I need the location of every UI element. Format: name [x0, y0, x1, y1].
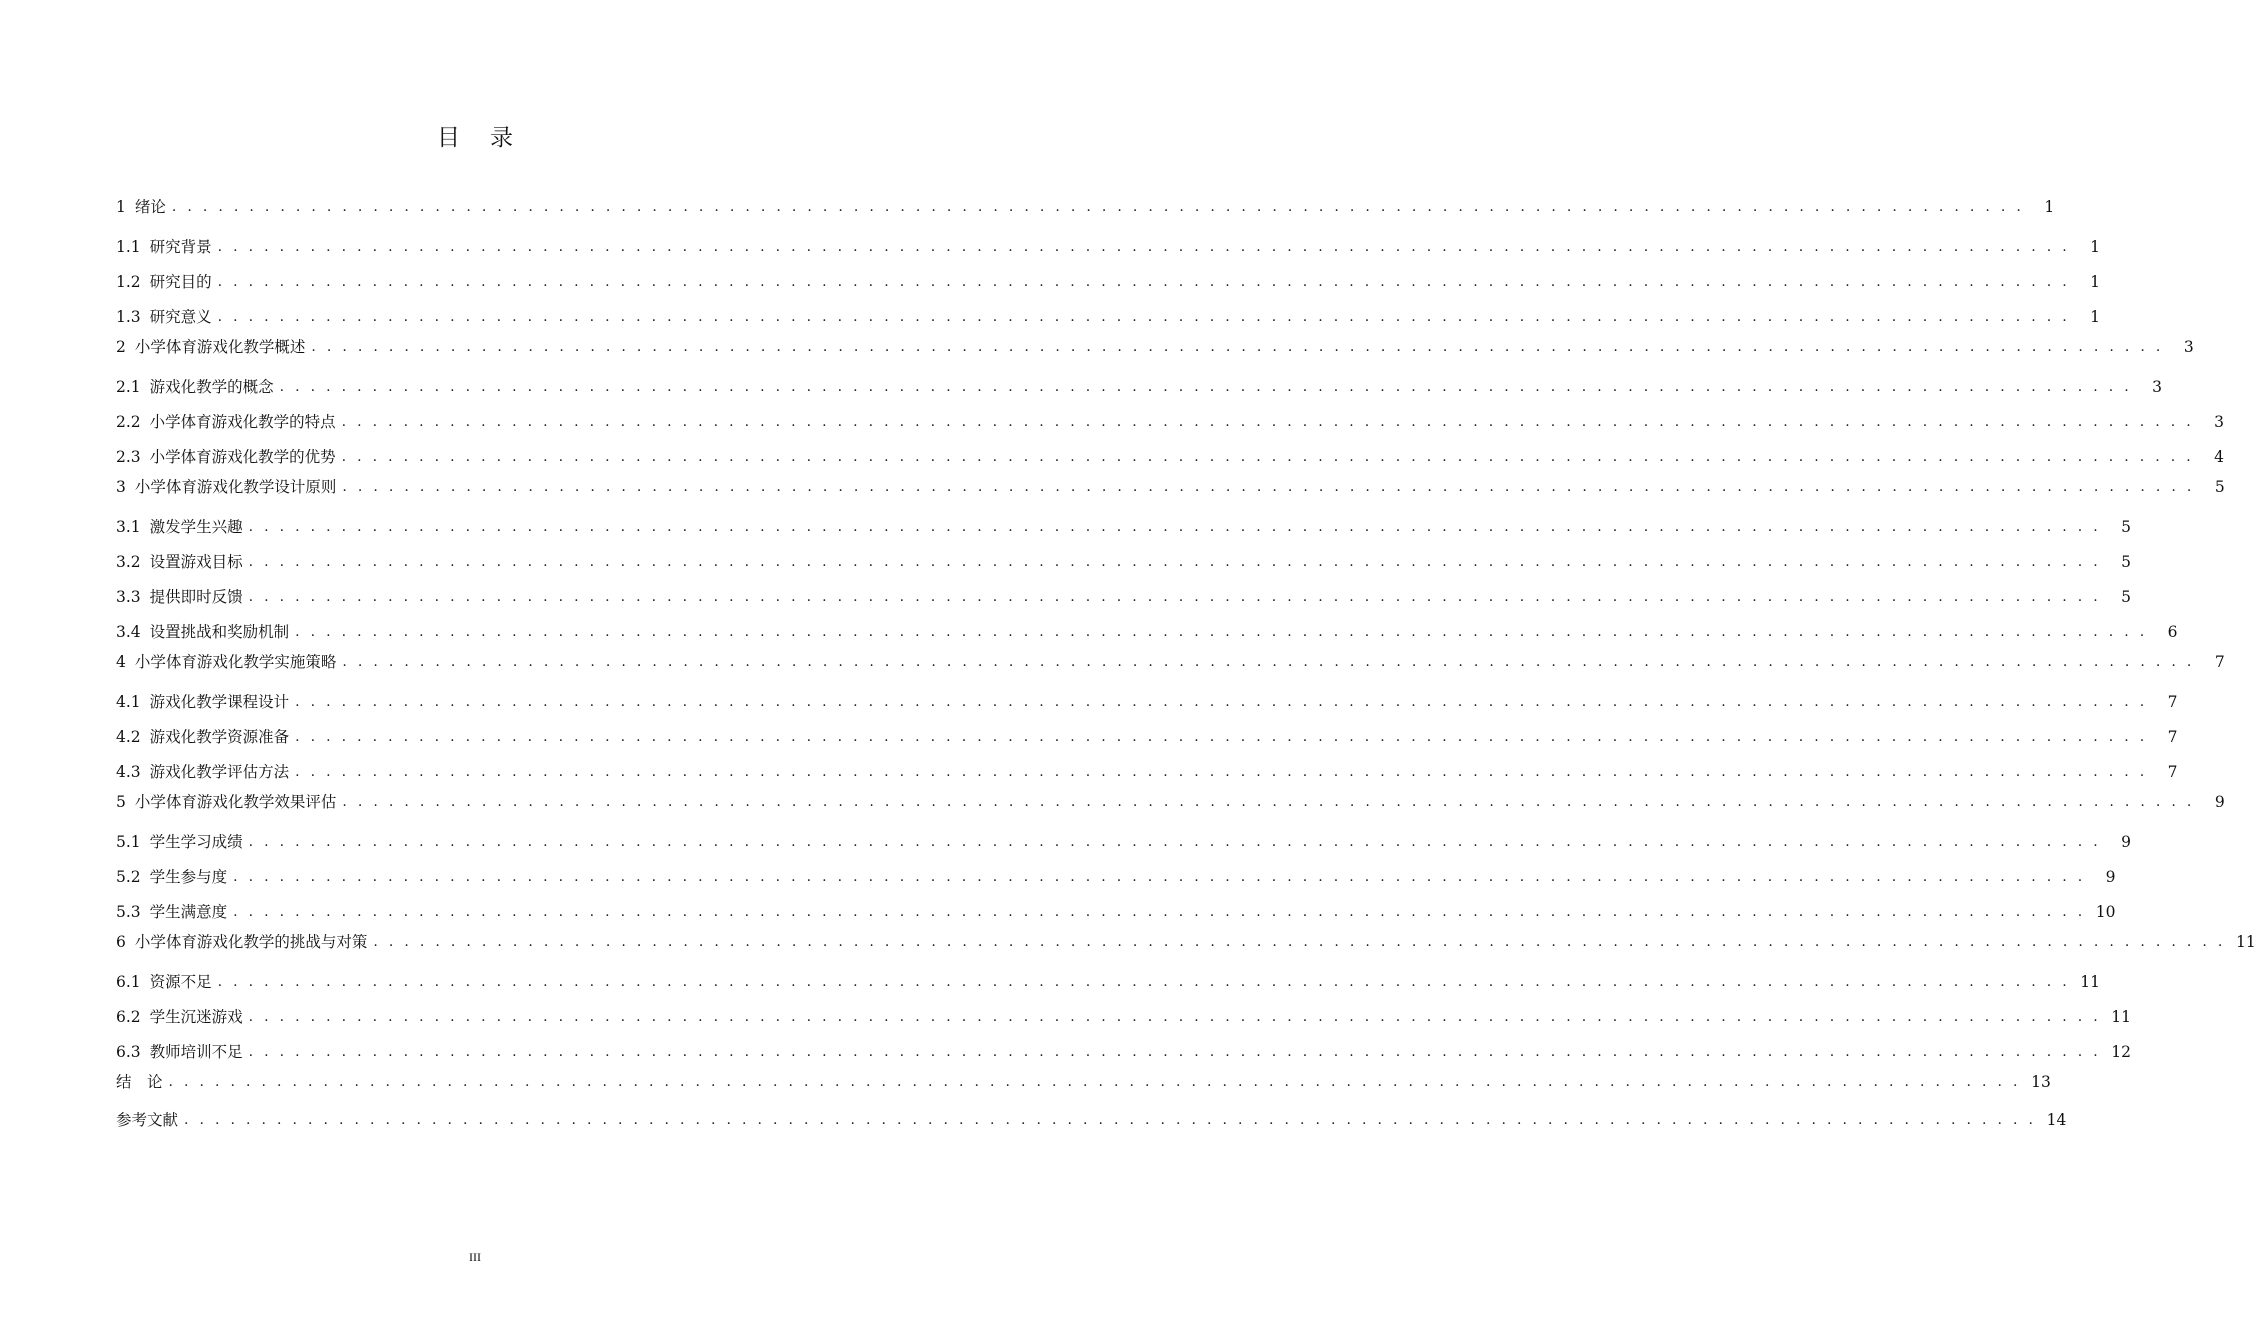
toc-entry[interactable] [116, 195, 2055, 219]
toc-leader-dots: . . . . . . . . . . . . . . . . . . . . . . . . . . . . . . . . . . . . . . . . . . . . . . . . . . . . . . . . . . . . . . . . . . . . . . . . . . . . . . . . . . . . . . . . . . . . . . . . . . . . . . . . . . . . . . . . . . . . . . . . [248, 589, 2101, 605]
toc-entry-label [116, 830, 249, 854]
toc-entry-number: 4 [116, 653, 126, 671]
toc-entry-page: 1 [2090, 238, 2100, 256]
toc-leader-dots: . . . . . . . . . . . . . . . . . . . . . . . . . . . . . . . . . . . . . . . . . . . . . . . . . . . . . . . . . . . . . . . . . . . . . . . . . . . . . . . . . . . . . . . . . . . . . . . . . . . . . . . . . . . . . . . . . . . . . . . . [342, 654, 2195, 670]
toc-entry-page: 14 [2046, 1111, 2067, 1129]
toc-entry-number: 2 [116, 338, 126, 356]
toc-leader-dots: . . . . . . . . . . . . . . . . . . . . . . . . . . . . . . . . . . . . . . . . . . . . . . . . . . . . . . . . . . . . . . . . . . . . . . . . . . . . . . . . . . . . . . . . . . . . . . . . . . . . . . . . . . . . . . . . . . . . . . . . [295, 624, 2148, 640]
toc-entry-label [116, 550, 249, 574]
toc-leader-dots: . . . . . . . . . . . . . . . . . . . . . . . . . . . . . . . . . . . . . . . . . . . . . . . . . . . . . . . . . . . . . . . . . . . . . . . . . . . . . . . . . . . . . . . . . . . . . . . . . . . . . . . . . . . . . . . . . . . . . . . . [168, 1074, 2021, 1090]
toc-entry-label [116, 445, 342, 469]
toc-entry-number: 5 [116, 793, 126, 811]
toc-entry-label [116, 620, 295, 644]
toc-entry-title: 设置游戏目标 [149, 553, 243, 571]
toc-entry-title: 游戏化教学资源准备 [149, 728, 290, 746]
toc-entry[interactable] [116, 690, 2178, 714]
toc-entry-number: 6.3 [116, 1043, 141, 1061]
toc-entry-page: 5 [2121, 518, 2131, 536]
toc-entry[interactable] [116, 790, 2225, 814]
toc-leader-dots: . . . . . . . . . . . . . . . . . . . . . . . . . . . . . . . . . . . . . . . . . . . . . . . . . . . . . . . . . . . . . . . . . . . . . . . . . . . . . . . . . . . . . . . . . . . . . . . . . . . . . . . . . . . . . . . . . . . . . . . . [279, 379, 2132, 395]
toc-entry-label [116, 650, 342, 674]
toc-leader-dots: . . . . . . . . . . . . . . . . . . . . . . . . . . . . . . . . . . . . . . . . . . . . . . . . . . . . . . . . . . . . . . . . . . . . . . . . . . . . . . . . . . . . . . . . . . . . . . . . . . . . . . . . . . . . . . . . . . . . . . . . [248, 1009, 2101, 1025]
toc-entry-label [116, 790, 342, 814]
toc-entry-page: 3 [2214, 413, 2224, 431]
toc-entry-label [116, 305, 218, 329]
toc-entry[interactable] [116, 375, 2162, 399]
toc-entry-label [116, 970, 218, 994]
toc-entry-title: 学生满意度 [149, 903, 228, 921]
toc-entry-page: 9 [2121, 833, 2131, 851]
toc-entry-number: 5.2 [116, 868, 141, 886]
toc-entry[interactable] [116, 970, 2100, 994]
toc-entry[interactable] [116, 410, 2224, 434]
toc-entry[interactable] [116, 1070, 2051, 1094]
toc-leader-dots: . . . . . . . . . . . . . . . . . . . . . . . . . . . . . . . . . . . . . . . . . . . . . . . . . . . . . . . . . . . . . . . . . . . . . . . . . . . . . . . . . . . . . . . . . . . . . . . . . . . . . . . . . . . . . . . . . . . . . . . . [248, 519, 2101, 535]
toc-entry-page: 1 [2090, 273, 2100, 291]
toc-entry-number: 6 [116, 933, 126, 951]
toc-entry-number: 1.3 [116, 308, 141, 326]
toc-leader-dots: . . . . . . . . . . . . . . . . . . . . . . . . . . . . . . . . . . . . . . . . . . . . . . . . . . . . . . . . . . . . . . . . . . . . . . . . . . . . . . . . . . . . . . . . . . . . . . . . . . . . . . . . . . . . . . . . . . . . . . . . [341, 414, 2194, 430]
toc-entry-label [116, 195, 172, 219]
toc-entry-label [116, 725, 295, 749]
toc-entry-title: 结 论 [116, 1073, 163, 1091]
toc-entry-label [116, 900, 233, 924]
toc-entry[interactable] [116, 620, 2178, 644]
toc-entry-title: 小学体育游戏化教学的挑战与对策 [134, 933, 368, 951]
toc-entry-title: 绪论 [134, 198, 166, 216]
toc-entry-page: 11 [2111, 1008, 2131, 1026]
toc-leader-dots: . . . . . . . . . . . . . . . . . . . . . . . . . . . . . . . . . . . . . . . . . . . . . . . . . . . . . . . . . . . . . . . . . . . . . . . . . . . . . . . . . . . . . . . . . . . . . . . . . . . . . . . . . . . . . . . . . . . . . . . . [217, 239, 2070, 255]
toc-entry-number: 3.2 [116, 553, 141, 571]
toc-entry-page: 13 [2031, 1073, 2051, 1091]
toc-entry-page: 5 [2121, 588, 2131, 606]
toc-entry-page: 6 [2167, 623, 2178, 641]
toc-leader-dots: . . . . . . . . . . . . . . . . . . . . . . . . . . . . . . . . . . . . . . . . . . . . . . . . . . . . . . . . . . . . . . . . . . . . . . . . . . . . . . . . . . . . . . . . . . . . . . . . . . . . . . . . . . . . . . . . . . . . . . . . [311, 339, 2164, 355]
toc-entry-title: 设置挑战和奖励机制 [149, 623, 290, 641]
toc-entry-label [116, 930, 373, 954]
toc-entry-label [116, 760, 295, 784]
toc-entry-number: 1.1 [116, 238, 141, 256]
toc-entry[interactable] [116, 830, 2131, 854]
toc-entry[interactable] [116, 650, 2225, 674]
toc-entry-title: 研究背景 [149, 238, 212, 256]
toc-entry-title: 教师培训不足 [149, 1043, 243, 1061]
toc-entry[interactable] [116, 305, 2100, 329]
toc-entry-number: 2.1 [116, 378, 141, 396]
toc-entry-page: 5 [2214, 478, 2225, 496]
toc-entry[interactable] [116, 445, 2224, 469]
toc-leader-dots: . . . . . . . . . . . . . . . . . . . . . . . . . . . . . . . . . . . . . . . . . . . . . . . . . . . . . . . . . . . . . . . . . . . . . . . . . . . . . . . . . . . . . . . . . . . . . . . . . . . . . . . . . . . . . . . . . . . . . . . . [233, 869, 2086, 885]
toc-leader-dots: . . . . . . . . . . . . . . . . . . . . . . . . . . . . . . . . . . . . . . . . . . . . . . . . . . . . . . . . . . . . . . . . . . . . . . . . . . . . . . . . . . . . . . . . . . . . . . . . . . . . . . . . . . . . . . . . . . . . . . . . [342, 479, 2195, 495]
toc-leader-dots: . . . . . . . . . . . . . . . . . . . . . . . . . . . . . . . . . . . . . . . . . . . . . . . . . . . . . . . . . . . . . . . . . . . . . . . . . . . . . . . . . . . . . . . . . . . . . . . . . . . . . . . . . . . . . . . . . . . . . . . . [217, 974, 2070, 990]
toc-entry-title: 小学体育游戏化教学的优势 [149, 448, 336, 466]
toc-entry-title: 学生学习成绩 [149, 833, 243, 851]
toc-entry-title: 小学体育游戏化教学效果评估 [134, 793, 337, 811]
toc-entry-number: 2.2 [116, 413, 141, 431]
page-title [0, 121, 950, 155]
toc-entry-label [116, 865, 233, 889]
toc-entry-number: 1.2 [116, 273, 141, 291]
toc-entry-title: 资源不足 [149, 973, 212, 991]
toc-entry[interactable] [116, 900, 2116, 924]
toc-entry-number: 4.3 [116, 763, 141, 781]
toc-entry-label [116, 235, 218, 259]
toc-entry-title: 小学体育游戏化教学的特点 [149, 413, 336, 431]
toc-entry-number: 3.1 [116, 518, 141, 536]
toc-entry-number: 3.4 [116, 623, 141, 641]
toc-entry-title: 小学体育游戏化教学实施策略 [134, 653, 337, 671]
toc-entry-title: 小学体育游戏化教学概述 [134, 338, 306, 356]
toc-entry-number: 4.1 [116, 693, 141, 711]
toc-entry-title: 游戏化教学课程设计 [149, 693, 290, 711]
toc-entry-label [116, 1070, 169, 1094]
toc-entry[interactable] [116, 865, 2116, 889]
toc-entry-label [116, 585, 249, 609]
toc-entry-page: 11 [2080, 973, 2100, 991]
toc-entry-title: 研究意义 [149, 308, 212, 326]
toc-entry[interactable] [116, 270, 2100, 294]
toc-entry-page: 11 [2235, 933, 2256, 951]
toc-entry-page: 7 [2167, 728, 2178, 746]
toc-leader-dots: . . . . . . . . . . . . . . . . . . . . . . . . . . . . . . . . . . . . . . . . . . . . . . . . . . . . . . . . . . . . . . . . . . . . . . . . . . . . . . . . . . . . . . . . . . . . . . . . . . . . . . . . . . . . . . . . . . . . . . . . [217, 309, 2070, 325]
toc-entry-label [116, 475, 342, 499]
toc-entry-label [116, 1040, 249, 1064]
toc-leader-dots: . . . . . . . . . . . . . . . . . . . . . . . . . . . . . . . . . . . . . . . . . . . . . . . . . . . . . . . . . . . . . . . . . . . . . . . . . . . . . . . . . . . . . . . . . . . . . . . . . . . . . . . . . . . . . . . . . . . . . . . . [295, 694, 2148, 710]
toc-entry[interactable] [116, 1040, 2131, 1064]
toc-entry-page: 5 [2121, 553, 2131, 571]
toc-leader-dots: . . . . . . . . . . . . . . . . . . . . . . . . . . . . . . . . . . . . . . . . . . . . . . . . . . . . . . . . . . . . . . . . . . . . . . . . . . . . . . . . . . . . . . . . . . . . . . . . . . . . . . . . . . . . . . . . . . . . . . . . [373, 934, 2226, 950]
toc-entry-page: 3 [2183, 338, 2194, 356]
page-title-char-2: 录 [490, 125, 513, 151]
toc-entry-number: 5.1 [116, 833, 141, 851]
toc-entry-page: 1 [2090, 308, 2100, 326]
toc-entry-title: 激发学生兴趣 [149, 518, 243, 536]
toc-entry-title: 游戏化教学评估方法 [149, 763, 290, 781]
toc-entry-number: 1 [116, 198, 126, 216]
toc-leader-dots: . . . . . . . . . . . . . . . . . . . . . . . . . . . . . . . . . . . . . . . . . . . . . . . . . . . . . . . . . . . . . . . . . . . . . . . . . . . . . . . . . . . . . . . . . . . . . . . . . . . . . . . . . . . . . . . . . . . . . . . . [341, 449, 2194, 465]
toc-entry[interactable] [116, 760, 2178, 784]
toc-entry-page: 3 [2152, 378, 2162, 396]
toc-entry-page: 7 [2167, 763, 2178, 781]
toc-entry[interactable] [116, 235, 2100, 259]
toc-entry-title: 参考文献 [116, 1111, 179, 1129]
toc-entry-number: 6.2 [116, 1008, 141, 1026]
toc-entry[interactable] [116, 1108, 2067, 1132]
toc-entry-number: 6.1 [116, 973, 141, 991]
toc-entry-label [116, 1005, 249, 1029]
toc-entry-label [116, 410, 342, 434]
toc-leader-dots: . . . . . . . . . . . . . . . . . . . . . . . . . . . . . . . . . . . . . . . . . . . . . . . . . . . . . . . . . . . . . . . . . . . . . . . . . . . . . . . . . . . . . . . . . . . . . . . . . . . . . . . . . . . . . . . . . . . . . . . . [295, 729, 2148, 745]
toc-entry-page: 4 [2214, 448, 2224, 466]
toc-entry-number: 3 [116, 478, 126, 496]
toc-leader-dots: . . . . . . . . . . . . . . . . . . . . . . . . . . . . . . . . . . . . . . . . . . . . . . . . . . . . . . . . . . . . . . . . . . . . . . . . . . . . . . . . . . . . . . . . . . . . . . . . . . . . . . . . . . . . . . . . . . . . . . . . [171, 199, 2025, 215]
toc-entry[interactable] [116, 335, 2194, 359]
toc-entry-page: 7 [2214, 653, 2225, 671]
toc-entry-number: 3.3 [116, 588, 141, 606]
toc-entry[interactable] [116, 550, 2131, 574]
toc-leader-dots: . . . . . . . . . . . . . . . . . . . . . . . . . . . . . . . . . . . . . . . . . . . . . . . . . . . . . . . . . . . . . . . . . . . . . . . . . . . . . . . . . . . . . . . . . . . . . . . . . . . . . . . . . . . . . . . . . . . . . . . . [248, 1044, 2101, 1060]
toc-entry[interactable] [116, 1005, 2131, 1029]
toc-entry-label [116, 335, 311, 359]
toc-entry-title: 小学体育游戏化教学设计原则 [134, 478, 337, 496]
toc-entry-page: 12 [2111, 1043, 2131, 1061]
toc-leader-dots: . . . . . . . . . . . . . . . . . . . . . . . . . . . . . . . . . . . . . . . . . . . . . . . . . . . . . . . . . . . . . . . . . . . . . . . . . . . . . . . . . . . . . . . . . . . . . . . . . . . . . . . . . . . . . . . . . . . . . . . . [248, 834, 2101, 850]
toc-entry[interactable] [116, 585, 2131, 609]
toc-entry-page: 7 [2167, 693, 2178, 711]
toc-entry[interactable] [116, 725, 2178, 749]
toc-leader-dots: . . . . . . . . . . . . . . . . . . . . . . . . . . . . . . . . . . . . . . . . . . . . . . . . . . . . . . . . . . . . . . . . . . . . . . . . . . . . . . . . . . . . . . . . . . . . . . . . . . . . . . . . . . . . . . . . . . . . . . . . [184, 1112, 2037, 1128]
toc-entry[interactable] [116, 515, 2131, 539]
toc-entry[interactable] [116, 930, 2256, 954]
toc-entry-page: 10 [2095, 903, 2116, 921]
toc-entry-label [116, 690, 295, 714]
toc-entry-title: 游戏化教学的概念 [149, 378, 274, 396]
toc-leader-dots: . . . . . . . . . . . . . . . . . . . . . . . . . . . . . . . . . . . . . . . . . . . . . . . . . . . . . . . . . . . . . . . . . . . . . . . . . . . . . . . . . . . . . . . . . . . . . . . . . . . . . . . . . . . . . . . . . . . . . . . . [342, 794, 2195, 810]
toc-entry-title: 提供即时反馈 [149, 588, 243, 606]
toc-leader-dots: . . . . . . . . . . . . . . . . . . . . . . . . . . . . . . . . . . . . . . . . . . . . . . . . . . . . . . . . . . . . . . . . . . . . . . . . . . . . . . . . . . . . . . . . . . . . . . . . . . . . . . . . . . . . . . . . . . . . . . . . [295, 764, 2148, 780]
toc-entry-label [116, 1108, 184, 1132]
toc-entry-title: 研究目的 [149, 273, 212, 291]
page-title-char-1: 目 [437, 125, 460, 151]
toc-leader-dots: . . . . . . . . . . . . . . . . . . . . . . . . . . . . . . . . . . . . . . . . . . . . . . . . . . . . . . . . . . . . . . . . . . . . . . . . . . . . . . . . . . . . . . . . . . . . . . . . . . . . . . . . . . . . . . . . . . . . . . . . [233, 904, 2086, 920]
toc-entry-number: 5.3 [116, 903, 141, 921]
toc-entry-page: 9 [2214, 793, 2225, 811]
toc-entry-title: 学生沉迷游戏 [149, 1008, 243, 1026]
toc-entry-number: 2.3 [116, 448, 141, 466]
toc-entry-label [116, 515, 249, 539]
toc-entry-page: 9 [2105, 868, 2116, 886]
toc-entry-number: 4.2 [116, 728, 141, 746]
toc-entry-label [116, 375, 280, 399]
toc-entry[interactable] [116, 475, 2225, 499]
toc-leader-dots: . . . . . . . . . . . . . . . . . . . . . . . . . . . . . . . . . . . . . . . . . . . . . . . . . . . . . . . . . . . . . . . . . . . . . . . . . . . . . . . . . . . . . . . . . . . . . . . . . . . . . . . . . . . . . . . . . . . . . . . . [217, 274, 2070, 290]
toc-leader-dots: . . . . . . . . . . . . . . . . . . . . . . . . . . . . . . . . . . . . . . . . . . . . . . . . . . . . . . . . . . . . . . . . . . . . . . . . . . . . . . . . . . . . . . . . . . . . . . . . . . . . . . . . . . . . . . . . . . . . . . . . [248, 554, 2101, 570]
toc-entry-title: 学生参与度 [149, 868, 228, 886]
toc-entry-label [116, 270, 218, 294]
footer-page-number: III [469, 1250, 481, 1264]
toc-entry-page: 1 [2044, 198, 2055, 216]
